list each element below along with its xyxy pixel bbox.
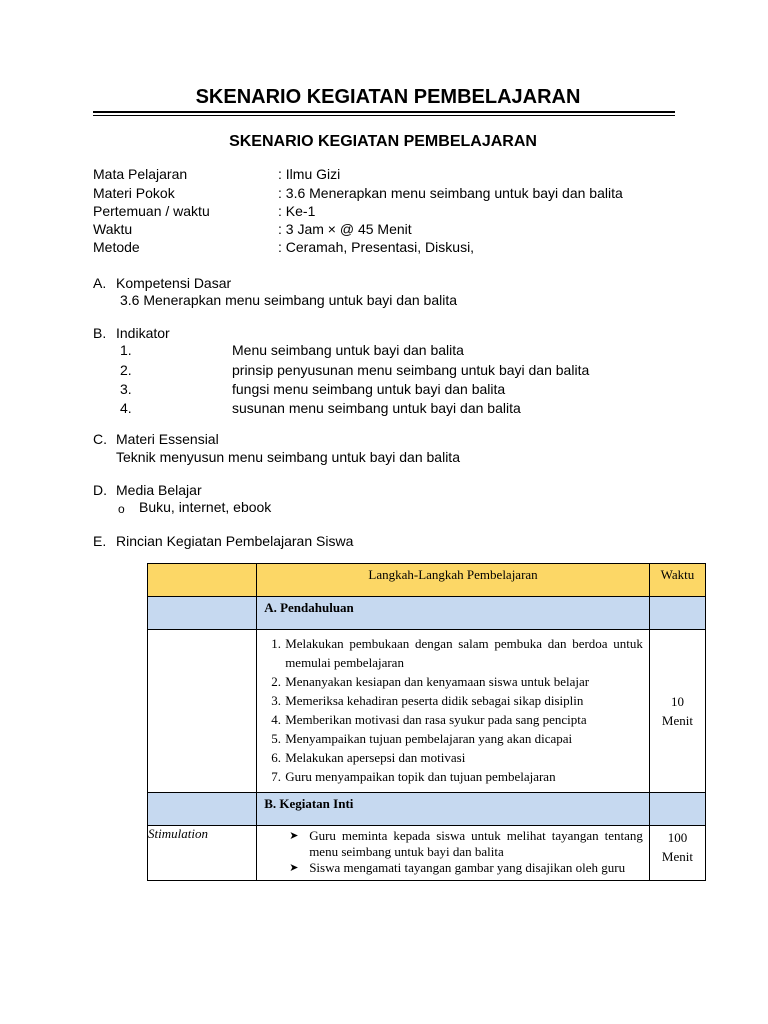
section-c-text: Teknik menyusun menu seimbang untuk bayi dan balita (116, 449, 460, 465)
steps-cell (257, 630, 650, 793)
info-label-materi-pokok: Materi Pokok (93, 185, 175, 201)
section-e-letter: E. (93, 533, 107, 549)
list-item-text: Guru meminta kepada siswa untuk melihat tayangan tentang menu seimbang untuk bayi dan balita (309, 828, 643, 859)
indikator-text: fungsi menu seimbang untuk bayi dan balita (232, 381, 506, 397)
inti-items (257, 828, 643, 876)
list-item: 5. Menyampaikan tujuan pembelajaran yang akan dicapai (284, 729, 643, 748)
bullet-icon: o (118, 502, 125, 516)
list-item (289, 860, 643, 876)
list-item: 7. Guru menyampaikan topik dan tujuan pembelajaran (284, 767, 643, 786)
section-row-pendahuluan (148, 597, 706, 630)
section-c-letter: C. (93, 431, 107, 447)
header-cell-empty (148, 564, 257, 597)
section-cell-empty (649, 597, 705, 630)
section-title-pendahuluan: A. Pendahuluan (257, 597, 650, 630)
section-row-inti (148, 793, 706, 826)
time-unit: Menit (661, 713, 693, 728)
section-a-letter: A. (93, 275, 107, 291)
time-unit: Menit (661, 849, 693, 864)
activity-table (147, 563, 706, 881)
info-value-waktu: : 3 Jam × @ 45 Menit (278, 221, 412, 237)
time-cell-pendahuluan (649, 630, 705, 793)
list-item-text: Siswa mengamati tayangan gambar yang disajikan oleh guru (309, 860, 626, 875)
title-rule-thick (93, 111, 675, 113)
header-steps: Langkah-Langkah Pembelajaran (257, 564, 650, 597)
section-a-title: Kompetensi Dasar (116, 275, 232, 291)
list-item: 1. Melakukan pembukaan dengan salam pembuka dan berdoa untuk memulai pembelajaran (284, 634, 643, 672)
pendahuluan-steps (257, 634, 643, 786)
list-item: 2. Menanyakan kesiapan dan kenyamaan siswa untuk belajar (284, 672, 643, 691)
indikator-num: 4. (120, 400, 132, 416)
time-value: 10 (670, 694, 684, 709)
list-item (289, 828, 643, 860)
list-item: 3. Memeriksa kehadiran peserta didik sebagai sikap disiplin (284, 691, 643, 710)
list-item: 6. Melakukan apersepsi dan motivasi (284, 748, 643, 767)
info-value-mata-pelajaran: : Ilmu Gizi (278, 166, 341, 182)
info-value-metode: : Ceramah, Presentasi, Diskusi, (278, 239, 475, 255)
info-label-pertemuan: Pertemuan / waktu (93, 203, 210, 219)
indikator-text: prinsip penyusunan menu seimbang untuk bayi dan balita (232, 362, 590, 378)
arrow-bullet-icon: ➤ (289, 829, 299, 842)
sub-title: SKENARIO KEGIATAN PEMBELAJARAN (229, 133, 537, 150)
section-c-title: Materi Essensial (116, 431, 219, 447)
arrow-bullet-icon: ➤ (289, 861, 299, 874)
header-time: Waktu (649, 564, 705, 597)
table-row-stimulation (148, 826, 706, 881)
indikator-text: Menu seimbang untuk bayi dan balita (232, 342, 464, 358)
section-a-text: 3.6 Menerapkan menu seimbang untuk bayi dan balita (120, 292, 457, 308)
section-cell-empty (148, 597, 257, 630)
indikator-text: susunan menu seimbang untuk bayi dan balita (232, 400, 521, 416)
info-value-pertemuan: : Ke-1 (278, 203, 316, 219)
table-row-pendahuluan (148, 630, 706, 793)
info-label-metode: Metode (93, 239, 140, 255)
table-header-row (148, 564, 706, 597)
indikator-num: 2. (120, 362, 132, 378)
info-label-waktu: Waktu (93, 221, 133, 237)
section-cell-empty (649, 793, 705, 826)
phase-stimulation: Stimulation (148, 826, 257, 881)
info-label-mata-pelajaran: Mata Pelajaran (93, 166, 188, 182)
main-title: SKENARIO KEGIATAN PEMBELAJARAN (195, 86, 581, 108)
section-title-inti: B. Kegiatan Inti (257, 793, 650, 826)
indikator-num: 1. (120, 342, 132, 358)
section-e-title: Rincian Kegiatan Pembelajaran Siswa (116, 533, 354, 549)
section-d-text: Buku, internet, ebook (139, 499, 272, 515)
time-cell-inti (649, 826, 705, 881)
info-value-materi-pokok: : 3.6 Menerapkan menu seimbang untuk bayi dan balita (278, 185, 623, 201)
section-cell-empty (148, 793, 257, 826)
section-b-title: Indikator (116, 325, 170, 341)
phase-cell-empty (148, 630, 257, 793)
indikator-num: 3. (120, 381, 132, 397)
section-d-title: Media Belajar (116, 482, 202, 498)
time-value: 100 (667, 830, 688, 845)
list-item: 4. Memberikan motivasi dan rasa syukur pada sang pencipta (284, 710, 643, 729)
section-d-letter: D. (93, 482, 107, 498)
steps-cell (257, 826, 650, 881)
title-rule-thin (93, 115, 675, 116)
section-b-letter: B. (93, 325, 107, 341)
